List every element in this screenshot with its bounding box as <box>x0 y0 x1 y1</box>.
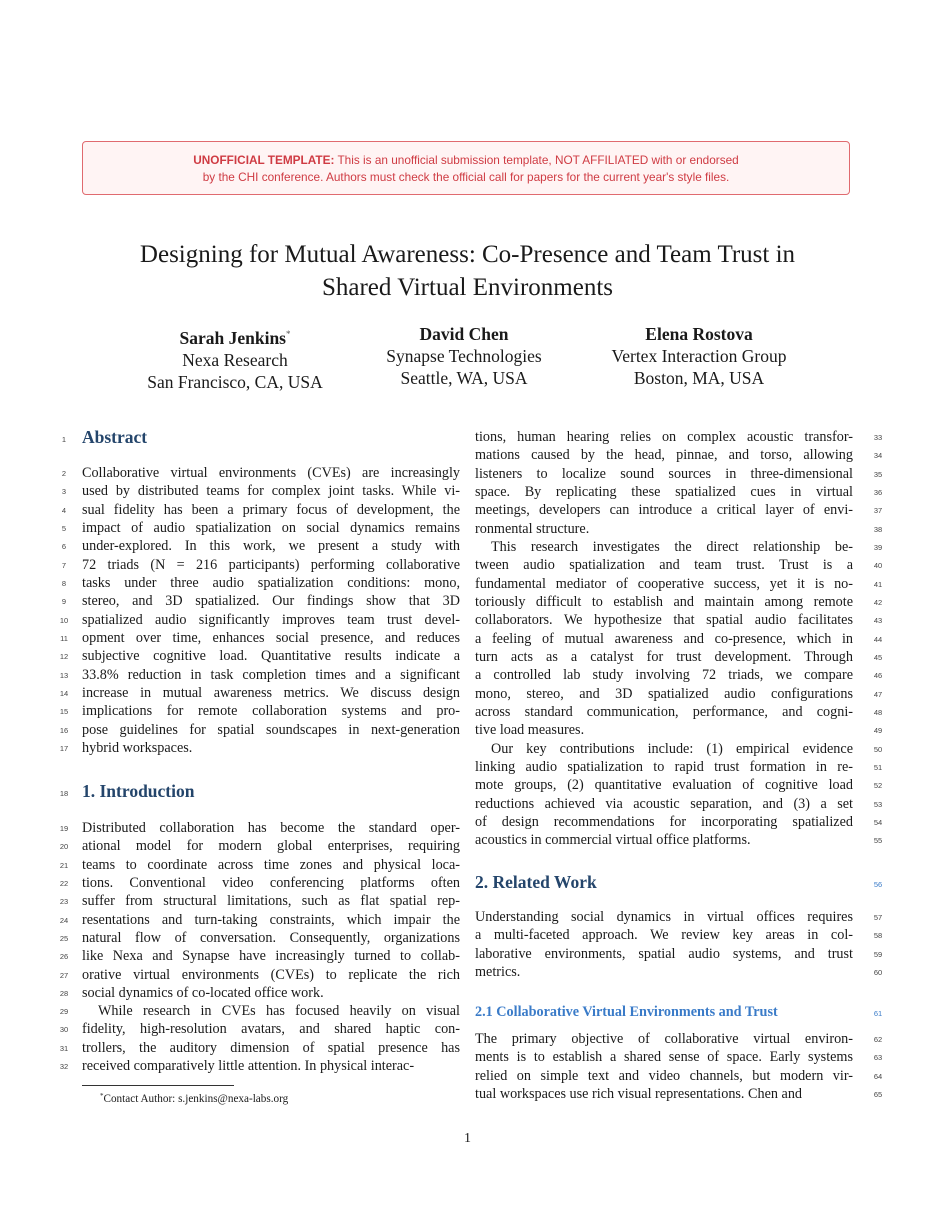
author-location: Seattle, WA, USA <box>400 368 528 388</box>
text-line: 72 triads (N = 216 participants) performing collaborative <box>82 556 460 573</box>
line-number: 18 <box>59 789 69 798</box>
author-2 <box>344 323 584 389</box>
text-line: ments is to establish a shared sense of space. Early systems <box>475 1049 853 1066</box>
text-line: like Nexa and Synapse have increasingly turned to collab- <box>82 948 460 965</box>
line-number: 3 <box>61 487 67 497</box>
text-line: implications for remote collaboration systems and pro- <box>82 703 460 720</box>
text-line: subjective cognitive load. Quantitative results indicate a <box>82 648 460 665</box>
text-line: tasks under three audio spatialization conditions: mono, <box>82 574 460 591</box>
text-line: metrics. <box>475 963 521 980</box>
line-number: 24 <box>59 915 69 925</box>
section-heading: 2. Related Work <box>475 872 597 892</box>
line-number: 55 <box>873 836 883 846</box>
text-line: meetings, developers can introduce a critical layer of envi- <box>475 502 853 519</box>
line-number: 27 <box>59 970 69 980</box>
text-line: spatialized audio significantly improves team trust devel- <box>82 611 460 628</box>
text-line: tween audio spatialization and team trust. Trust is a <box>475 557 853 574</box>
line-number: 20 <box>59 842 69 852</box>
text-line: a feeling of mutual awareness and co-presence, which in <box>475 630 853 647</box>
line-number: 54 <box>873 817 883 827</box>
author-name: Elena Rostova <box>645 324 753 344</box>
line-number: 8 <box>61 578 67 588</box>
notice-line-2: by the CHI conference. Authors must check the official call for papers for the current year's style files. <box>202 170 730 184</box>
line-number: 14 <box>59 688 69 698</box>
line-number: 47 <box>873 689 883 699</box>
text-line: mote groups, (2) quantitative evaluation of cognitive load <box>475 777 853 794</box>
text-line: a controlled lab study involving 72 triads, we compare <box>475 667 853 684</box>
subsection-heading: 2.1 Collaborative Virtual Environments and Trust <box>475 1004 778 1020</box>
text-line: tive load measures. <box>475 722 585 739</box>
text-line: toriously difficult to establish and maintain among remote <box>475 593 853 610</box>
line-number: 15 <box>59 707 69 717</box>
line-number: 35 <box>873 469 883 479</box>
page-number: 1 <box>464 1131 471 1146</box>
text-line: While research in CVEs has focused heavily on visual <box>98 1003 460 1019</box>
line-number: 22 <box>59 878 69 888</box>
line-number: 62 <box>873 1035 883 1044</box>
text-line: ronmental structure. <box>475 520 590 537</box>
author-affiliation: Vertex Interaction Group <box>611 346 787 366</box>
text-line: relied on simple text and video channels, but modern vir- <box>475 1067 853 1084</box>
text-line: social dynamics of co-located office work. <box>82 984 324 1001</box>
line-number: 26 <box>59 952 69 962</box>
line-number: 43 <box>873 616 883 626</box>
line-number: 40 <box>873 561 883 571</box>
text-line: 33.8% reduction in task completion times and a significant <box>82 666 460 683</box>
line-number: 46 <box>873 671 883 681</box>
line-number: 57 <box>873 913 883 922</box>
line-number: 33 <box>873 433 883 442</box>
text-line: mations caused by the head, pinnae, and torso, allowing <box>475 447 853 464</box>
line-number: 10 <box>59 615 69 625</box>
line-number: 58 <box>873 931 883 941</box>
line-number: 1 <box>61 435 67 444</box>
line-number: 44 <box>873 634 883 644</box>
text-line: under-explored. In this work, we present a study with <box>82 538 460 555</box>
line-number: 53 <box>873 799 883 809</box>
author-1 <box>115 323 355 393</box>
line-number: 56 <box>873 880 883 889</box>
line-number: 32 <box>59 1061 69 1071</box>
author-3 <box>579 323 819 389</box>
text-line: natural flow of conversation. Consequently, organizations <box>82 929 460 946</box>
text-line: increase in mutual awareness metrics. We discuss design <box>82 684 460 701</box>
text-line: fundamental mediator of cooperative success, yet it is no- <box>475 575 853 592</box>
text-line: of design recommendations for incorporating spatialized <box>475 813 853 830</box>
text-line: ational model for modern global enterprises, requiring <box>82 838 460 855</box>
text-line: tions, human hearing relies on complex acoustic transfor- <box>475 429 853 445</box>
text-line: This research investigates the direct relationship be- <box>491 538 853 555</box>
author-footnote-mark: * <box>286 329 291 339</box>
text-line: The primary objective of collaborative virtual environ- <box>475 1031 853 1047</box>
text-line: turn acts as a catalyst for trust development. Through <box>475 648 853 665</box>
text-line: laborative environments, spatial audio systems, and trust <box>475 945 853 962</box>
text-line: reductions achieved via acoustic separation, and (3) a set <box>475 795 853 812</box>
text-line: Understanding social dynamics in virtual offices requires <box>475 909 853 925</box>
line-number: 38 <box>873 524 883 534</box>
text-line: suffer from structural limitations, such as flat spatial rep- <box>82 893 460 910</box>
line-number: 49 <box>873 726 883 736</box>
text-line: stereo, and 3D spatialized. Our findings show that 3D <box>82 593 460 610</box>
author-name: Sarah Jenkins <box>179 328 286 348</box>
text-line: across standard communication, performance, and cogni- <box>475 703 853 720</box>
footnote: *Contact Author: s.jenkins@nexa-labs.org <box>100 1092 289 1105</box>
line-number: 13 <box>59 670 69 680</box>
text-line: tions. Conventional video conferencing platforms often <box>82 874 460 891</box>
unofficial-template-notice <box>82 141 850 195</box>
line-number: 42 <box>873 597 883 607</box>
text-line: a multi-faceted approach. We review key areas in col- <box>475 927 853 944</box>
line-number: 51 <box>873 762 883 772</box>
author-affiliation: Nexa Research <box>182 350 288 370</box>
line-number: 65 <box>873 1089 883 1099</box>
author-name: David Chen <box>419 324 509 344</box>
line-number: 28 <box>59 988 69 998</box>
text-line: Collaborative virtual environments (CVEs) are increasingly <box>82 465 460 481</box>
line-number: 29 <box>59 1007 69 1016</box>
line-number: 63 <box>873 1053 883 1063</box>
line-number: 21 <box>59 860 69 870</box>
line-number: 30 <box>59 1025 69 1035</box>
line-number: 59 <box>873 949 883 959</box>
line-number: 5 <box>61 523 67 533</box>
author-location: San Francisco, CA, USA <box>147 372 323 392</box>
text-line: mono, stereo, and 3D spatialized audio configurations <box>475 685 853 702</box>
line-number: 23 <box>59 897 69 907</box>
footnote-rule <box>82 1085 234 1086</box>
line-number: 9 <box>61 597 67 607</box>
text-line: opment over time, enhances social presence, and reduces <box>82 629 460 646</box>
line-number: 11 <box>60 633 68 643</box>
text-line: tual workspaces use rich visual representations. Chen and <box>475 1085 803 1102</box>
author-location: Boston, MA, USA <box>633 368 765 388</box>
text-line: impact of audio spatialization on social dynamics remains <box>82 519 460 536</box>
line-number: 7 <box>61 560 67 570</box>
line-number: 16 <box>59 725 69 735</box>
line-number: 12 <box>59 652 69 662</box>
line-number: 17 <box>59 743 69 753</box>
text-line: Our key contributions include: (1) empirical evidence <box>491 740 853 757</box>
text-line: hybrid workspaces. <box>82 739 193 756</box>
text-line: sual fidelity has been a primary focus of development, the <box>82 501 460 518</box>
text-line: Distributed collaboration has become the standard oper- <box>82 820 460 836</box>
text-line: linking audio spatialization to rapid trust formation in re- <box>475 758 853 775</box>
line-number: 50 <box>873 744 883 754</box>
line-number: 31 <box>59 1043 69 1053</box>
text-line: orative virtual environments (CVEs) to replicate the rich <box>82 966 460 983</box>
text-line: resentations and turn-taking constraints, which impair the <box>82 911 460 928</box>
line-number: 36 <box>873 487 883 497</box>
notice-line-1: UNOFFICIAL TEMPLATE: This is an unofficial submission template, NOT AFFILIATED with or endorsed <box>193 153 739 167</box>
line-number: 2 <box>61 469 67 478</box>
text-line: acoustics in commercial virtual office platforms. <box>475 832 751 849</box>
line-number: 19 <box>59 824 69 833</box>
section-heading: 1. Introduction <box>82 781 195 801</box>
line-number: 4 <box>61 505 67 515</box>
text-line: fidelity, high-resolution avatars, and shared haptic con- <box>82 1021 460 1038</box>
notice-label: UNOFFICIAL TEMPLATE: <box>193 153 335 167</box>
text-line: space. By replicating these spatialized cues in virtual <box>475 483 853 500</box>
text-line: received comparatively little attention. In physical interac- <box>82 1057 415 1074</box>
line-number: 37 <box>873 506 883 516</box>
line-number: 6 <box>61 542 67 552</box>
section-heading: Abstract <box>82 427 148 447</box>
line-number: 41 <box>873 579 883 589</box>
text-line: pose guidelines for spatial soundscapes in next-generation <box>82 721 460 738</box>
text-line: teams to coordinate across time zones and physical loca- <box>82 856 460 873</box>
line-number: 48 <box>873 707 883 717</box>
line-number: 39 <box>873 542 883 552</box>
line-number: 34 <box>873 451 883 461</box>
text-line: trollers, the auditory dimension of spatial presence has <box>82 1039 460 1056</box>
line-number: 52 <box>873 781 883 791</box>
line-number: 64 <box>873 1071 883 1081</box>
line-number: 25 <box>59 933 69 943</box>
paper-title: Designing for Mutual Awareness: Co-Presence and Team Trust in Shared Virtual Environments <box>139 241 796 301</box>
line-number: 60 <box>873 967 883 977</box>
text-line: listeners to localize sound sources in three-dimensional <box>475 465 853 482</box>
text-line: collaborators. We hypothesize that spatial audio facilitates <box>475 612 853 629</box>
author-affiliation: Synapse Technologies <box>386 346 542 366</box>
text-line: used by distributed teams for complex joint tasks. While vi- <box>82 483 460 500</box>
line-number: 45 <box>873 652 883 662</box>
line-number: 61 <box>873 1009 883 1018</box>
